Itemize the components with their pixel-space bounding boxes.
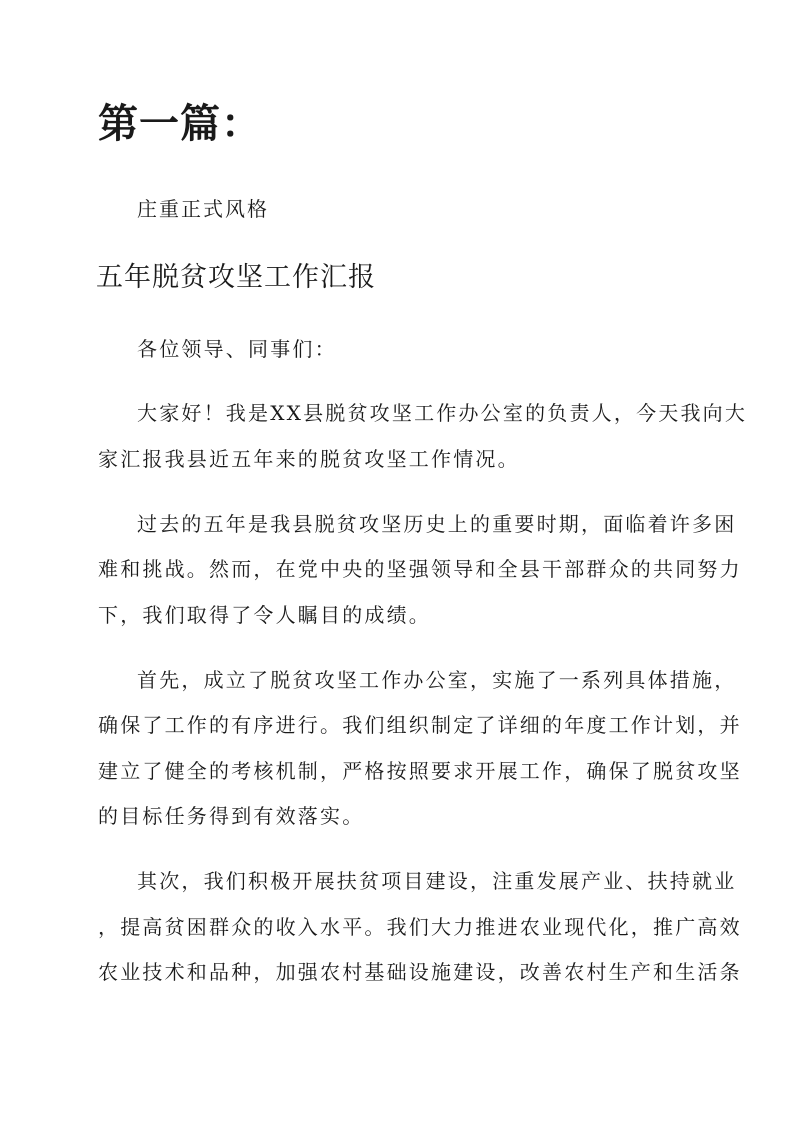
paragraph-line: 建立了健全的考核机制，严格按照要求开展工作，确保了脱贫攻坚 <box>98 759 742 783</box>
paragraph-line: 的目标任务得到有效落实。 <box>98 804 365 828</box>
paragraph-line: 大家好！我是XX县脱贫攻坚工作办公室的负责人，今天我向大 <box>137 401 748 425</box>
paragraph-line: 确保了工作的有序进行。我们组织制定了详细的年度工作计划，并 <box>98 713 742 737</box>
paragraph-line: 难和挑战。然而，在党中央的坚强领导和全县干部群众的共同努力 <box>98 557 742 581</box>
paragraph-line: 其次，我们积极开展扶贫项目建设，注重发展产业、扶持就业 <box>137 869 737 893</box>
paragraph-line: 下，我们取得了令人瞩目的成绩。 <box>98 603 431 627</box>
paragraph-line: 家汇报我县近五年来的脱贫攻坚工作情况。 <box>98 447 520 471</box>
chapter-heading: 第一篇： <box>98 100 262 147</box>
greeting-line: 各位领导、同事们： <box>137 337 337 361</box>
paragraph-line: 首先，成立了脱贫攻坚工作办公室，实施了一系列具体措施， <box>137 668 737 692</box>
paragraph-line: 农业技术和品种，加强农村基础设施建设，改善农村生产和生活条 <box>98 960 742 984</box>
paragraph-line: 过去的五年是我县脱贫攻坚历史上的重要时期，面临着许多困 <box>137 512 737 536</box>
document-title: 五年脱贫攻坚工作汇报 <box>96 262 376 293</box>
style-note: 庄重正式风格 <box>137 197 269 221</box>
paragraph-line: ，提高贫困群众的收入水平。我们大力推进农业现代化，推广高效 <box>98 915 742 939</box>
